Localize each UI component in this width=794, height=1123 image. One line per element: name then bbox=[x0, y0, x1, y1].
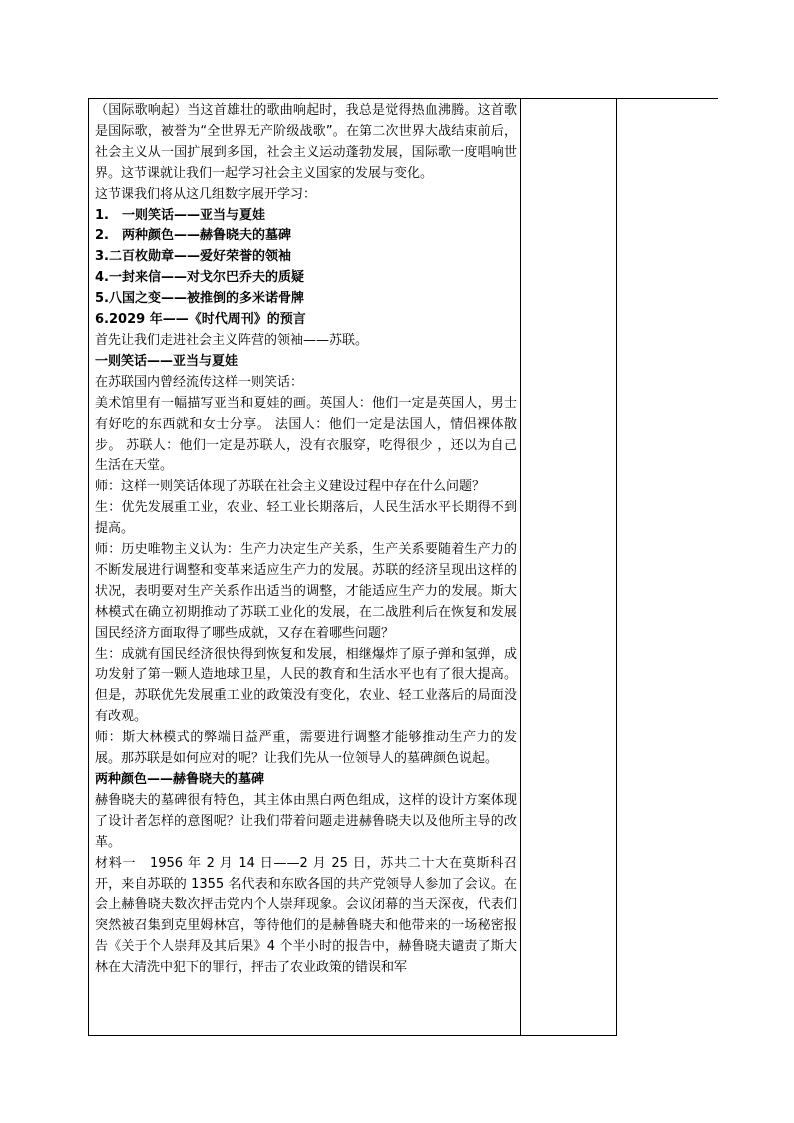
section-heading: 3.二百枚勋章——爱好荣誉的领袖 bbox=[95, 249, 291, 265]
body-paragraph: 材料一 1956 年 2 月 14 日——2 月 25 日，苏共二十大在莫斯科召开，来自苏联的 1355 名代表和东欧各国的共产党领导人参加了会议。在会上赫鲁晓夫数次抨击党内个人崇拜现象。会议闭幕的当天深夜，代表们突然被召集到克里姆林宫，等待他们的是赫鲁晓夫和他带来的一场秘密报告《关于个人崇拜及其后果》4 个半小时的报告中，赫鲁晓夫谴责了斯大林在大清洗中犯下的罪行，抨击了农业政策的错误和军 bbox=[95, 855, 517, 976]
body-paragraph: （国际歌响起）当这首雄壮的歌曲响起时，我总是觉得热血沸腾。这首歌是国际歌，被誉为“全世界无产阶级战歌”。在第二次世界大战结束前后，社会主义从一国扩展到多国，社会主义运动蓬勃发展，国际歌一度唱响世界。这节课就让我们一起学习社会主义国家的发展与变化。 bbox=[95, 103, 517, 181]
body-paragraph: 首先让我们走进社会主义阵营的领袖——苏联。 bbox=[95, 332, 369, 348]
section-heading: 5.八国之变——被推倒的多米诺骨牌 bbox=[95, 291, 304, 307]
section-heading: 2. 两种颜色——赫鲁晓夫的墓碑 bbox=[95, 228, 291, 244]
table-left-border bbox=[88, 98, 89, 1036]
body-paragraph: 师：这样一则笑话体现了苏联在社会主义建设过程中存在什么问题？ bbox=[95, 479, 486, 495]
table-top-border bbox=[88, 98, 718, 99]
section-heading: 4.一封来信——对戈尔巴乔夫的质疑 bbox=[95, 270, 304, 286]
body-paragraph: 美术馆里有一幅描写亚当和夏娃的画。英国人：他们一定是英国人，男士有好吃的东西就和女士分享。 法国人：他们一定是法国人，情侣裸体散步。 苏联人：他们一定是苏联人，没有衣服穿，吃得很少 ，还以为自己生活在天堂。 bbox=[95, 395, 517, 474]
table-column-divider-2 bbox=[616, 98, 617, 1036]
section-heading: 一则笑话——亚当与夏娃 bbox=[95, 353, 239, 369]
body-paragraph: 师：历史唯物主义认为：生产力决定生产关系，生产关系要随着生产力的不断发展进行调整和变革来适应生产力的发展。苏联的经济呈现出这样的状况，表明要对生产关系作出适当的调整，才能适应生产力的发展。斯大林模式在确立初期推动了苏联工业化的发展，在二战胜利后在恢复和发展国民经济方面取得了哪些成就，又存在着哪些问题？ bbox=[95, 542, 517, 641]
body-paragraph: 生：优先发展重工业，农业、轻工业长期落后，人民生活水平长期得不到提高。 bbox=[95, 500, 517, 537]
section-heading: 1. 一则笑话——亚当与夏娃 bbox=[95, 207, 265, 223]
body-paragraph: 师：斯大林模式的弊端日益严重，需要进行调整才能够推动生产力的发展。那苏联是如何应对的呢？让我们先从一位领导人的墓碑颜色说起。 bbox=[95, 730, 517, 767]
body-paragraph: 在苏联国内曾经流传这样一则笑话： bbox=[95, 374, 304, 390]
table-bottom-border bbox=[88, 1035, 616, 1036]
body-paragraph: 这节课我们将从这几组数字展开学习： bbox=[95, 186, 317, 202]
section-heading: 两种颜色——赫鲁晓夫的墓碑 bbox=[95, 772, 265, 787]
lesson-content-column bbox=[95, 101, 517, 979]
body-paragraph: 生：成就有国民经济很快得到恢复和发展，相继爆炸了原子弹和氢弹，成功发射了第一颗人造地球卫星，人民的教育和生活水平也有了很大提高。但是，苏联优先发展重工业的政策没有变化，农业、轻工业落后的局面没有改观。 bbox=[95, 646, 517, 725]
section-heading: 6.2029 年——《时代周刊》的预言 bbox=[95, 312, 306, 328]
body-paragraph: 赫鲁晓夫的墓碑很有特色，其主体由黑白两色组成，这样的设计方案体现了设计者怎样的意图呢？让我们带着问题走进赫鲁晓夫以及他所主导的改革。 bbox=[95, 792, 517, 850]
table-column-divider-1 bbox=[520, 98, 521, 1036]
